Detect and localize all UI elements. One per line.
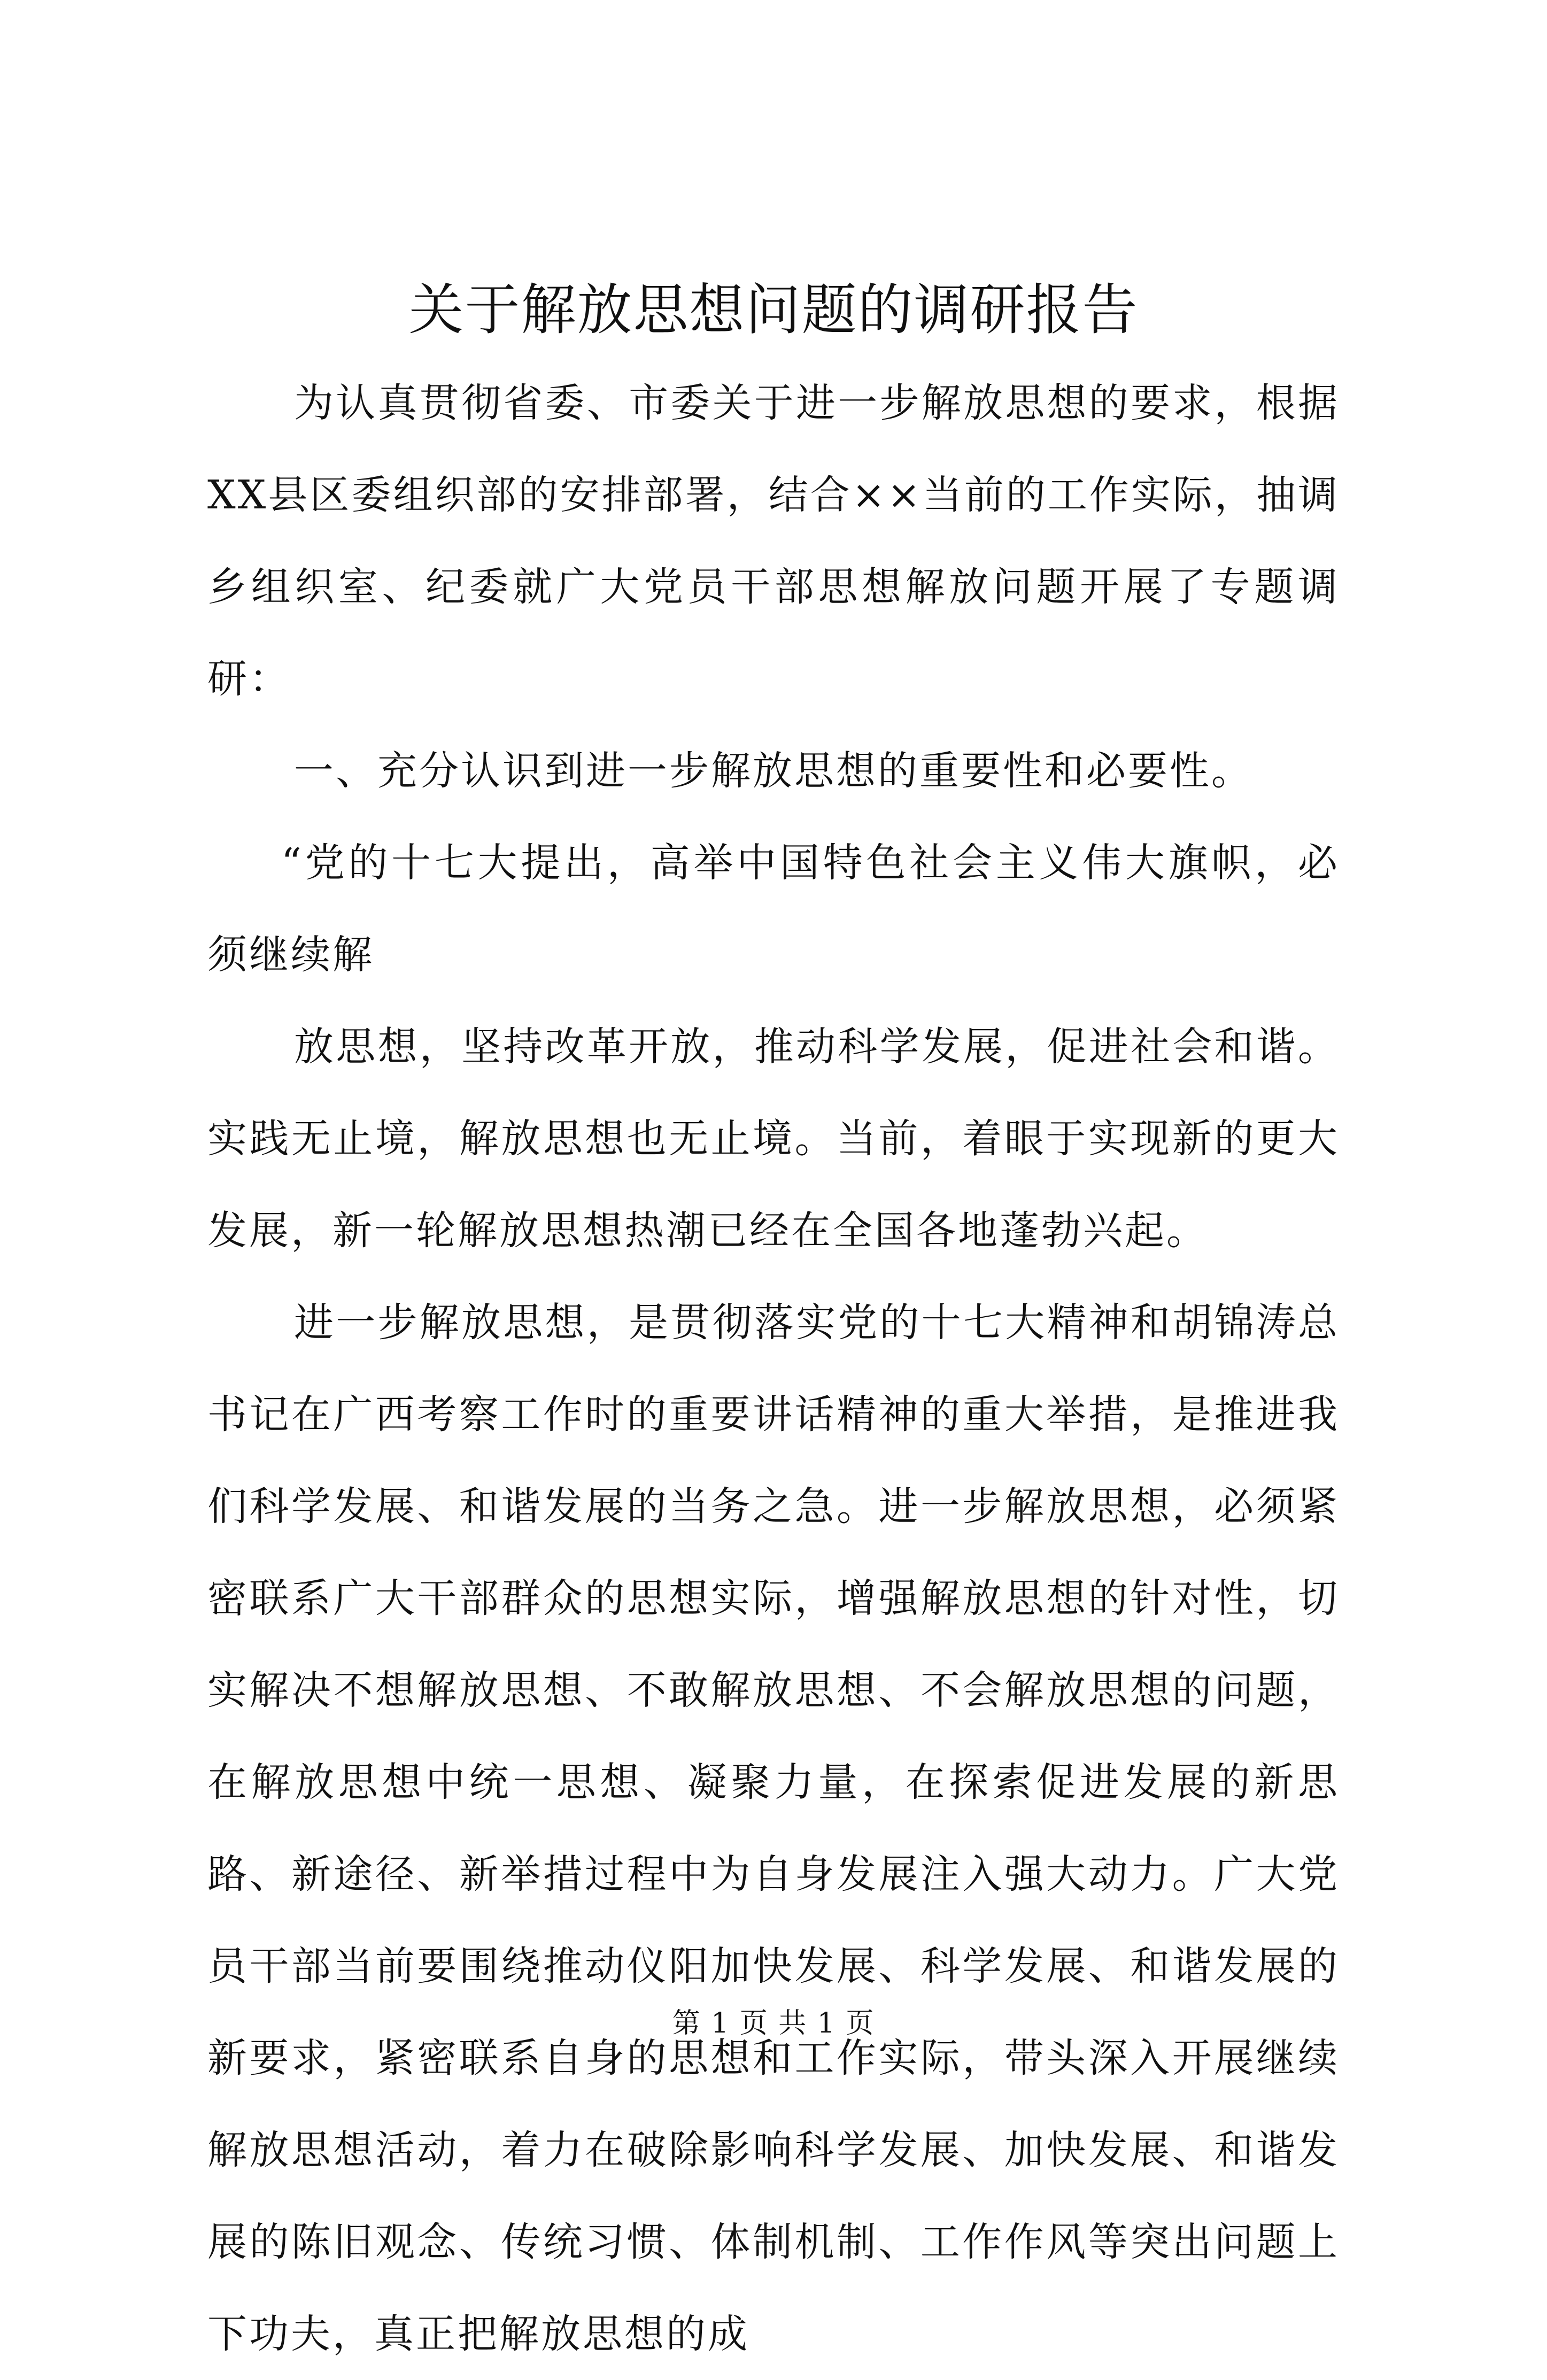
page-number-footer: 第 1 页 共 1 页 xyxy=(672,2007,875,2039)
paragraph-intro: 为认真贯彻省委、市委关于进一步解放思想的要求，根据XX县区委组织部的安排部署，结合××当前的工作实际，抽调乡组织室、纪委就广大党员干部思想解放问题开展了专题调研： xyxy=(207,380,1340,702)
paragraph-quote-start: “党的十七大提出，高举中国特色社会主义伟大旗帜，必须继续解 xyxy=(207,840,1340,978)
paragraph-main: 进一步解放思想，是贯彻落实党的十七大精神和胡锦涛总书记在广西考察工作时的重要讲话精神的重大举措，是推进我们科学发展、和谐发展的当务之急。进一步解放思想，必须紧密联系广大干部群众的思想实际，增强解放思想的针对性，切实解决不想解放思想、不敢解放思想、不会解放思想的问题，在解放思想中统一思想、凝聚力量，在探索促进发展的新思路、新途径、新举措过程中为自身发展注入强大动力。广大党员干部当前要围绕推动仪阳加快发展、科学发展、和谐发展的新要求，紧密联系自身的思想和工作实际，带头深入开展继续解放思想活动，着力在破除影响科学发展、加快发展、和谐发展的陈旧观念、传统习惯、体制机制、工作作风等突出问题上下功夫，真正把解放思想的成 xyxy=(207,1300,1340,2357)
paragraph-section-heading: 一、充分认识到进一步解放思想的重要性和必要性。 xyxy=(294,748,1253,794)
document-body xyxy=(207,357,1340,2380)
paragraph-quote-continued: 放思想，坚持改革开放，推动科学发展，促进社会和谐。实践无止境，解放思想也无止境。当前，着眼于实现新的更大发展，新一轮解放思想热潮已经在全国各地蓬勃兴起。 xyxy=(207,1024,1340,1254)
document-title: 关于解放思想问题的调研报告 xyxy=(408,278,1139,342)
